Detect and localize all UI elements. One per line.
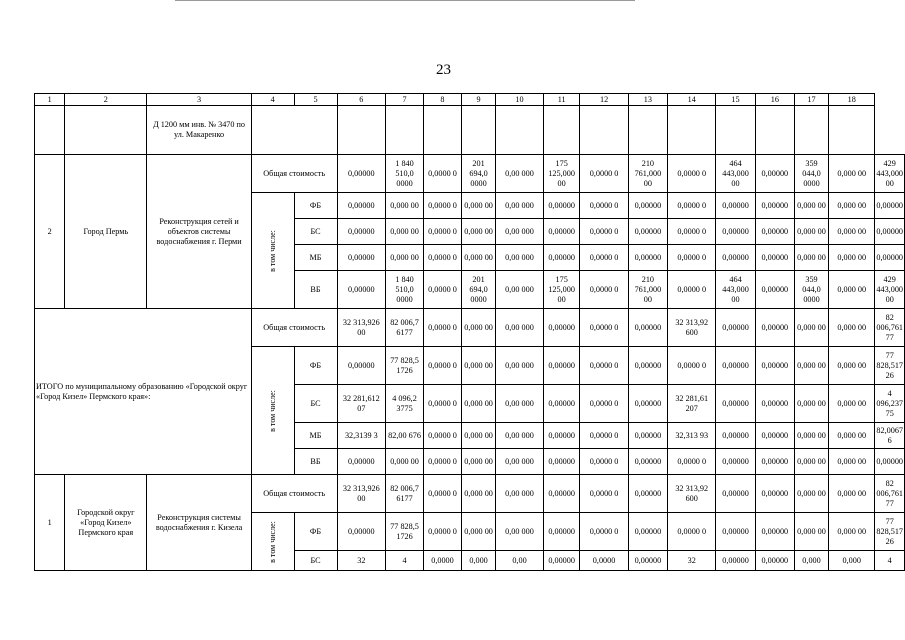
value-cell: 0,00000	[337, 193, 386, 219]
cell	[423, 106, 461, 155]
value-cell: 0,00000	[628, 475, 667, 513]
value-cell: 0,00000	[755, 385, 794, 423]
value-cell: 82 006,761 77	[875, 475, 905, 513]
value-cell: 0,000 00	[829, 347, 875, 385]
cell	[496, 106, 544, 155]
value-cell: 0,000 00	[462, 385, 496, 423]
column-number: 14	[668, 94, 716, 106]
value-cell: 0,0000 0	[580, 385, 628, 423]
cell	[337, 106, 386, 155]
data-table	[34, 93, 905, 571]
value-cell: 0,00000	[337, 245, 386, 271]
in-that-label	[251, 347, 294, 475]
value-cell: 0,000 00	[794, 309, 828, 347]
value-cell: 0,000 00	[462, 347, 496, 385]
value-cell: 210 761,000 00	[628, 155, 667, 193]
top-rule	[175, 0, 635, 1]
column-number: 4	[251, 94, 294, 106]
cell	[794, 106, 828, 155]
value-cell: 464 443,000 00	[716, 271, 755, 309]
value-cell: 0,000 00	[829, 423, 875, 449]
value-cell: 0,0000 0	[580, 271, 628, 309]
value-cell: 0,00000	[755, 347, 794, 385]
value-cell: 0,000 00	[462, 193, 496, 219]
value-cell: 0,0000 0	[668, 245, 716, 271]
in-that-label	[251, 513, 294, 571]
value-cell: 0,00000	[337, 513, 386, 551]
value-cell: 464 443,000 00	[716, 155, 755, 193]
value-cell: 0,00000	[543, 385, 580, 423]
value-cell: 0,0000 0	[423, 309, 461, 347]
column-number: 10	[496, 94, 544, 106]
column-number: 7	[386, 94, 424, 106]
value-cell: 0,0000 0	[423, 155, 461, 193]
value-cell: 0,00000	[755, 219, 794, 245]
row-label: ФБ	[294, 193, 337, 219]
value-cell: 0,00000	[755, 193, 794, 219]
row-label: МБ	[294, 423, 337, 449]
value-cell: 32 281,61 207	[668, 385, 716, 423]
value-cell: 0,00 000	[496, 385, 544, 423]
cell	[462, 106, 496, 155]
value-cell: 0,000 00	[794, 385, 828, 423]
row-label: ВБ	[294, 271, 337, 309]
value-cell: 0,0000 0	[668, 219, 716, 245]
value-cell: 429 443,000 00	[875, 155, 905, 193]
value-cell: 0,00 000	[496, 475, 544, 513]
value-cell: 0,00000	[628, 193, 667, 219]
row-number: 1	[35, 475, 65, 571]
value-cell: 0,00000	[755, 423, 794, 449]
cell	[65, 106, 147, 155]
value-cell: 0,00 000	[496, 219, 544, 245]
row-label: БС	[294, 551, 337, 571]
value-cell: 0,0000 0	[580, 423, 628, 449]
value-cell: 0,000 00	[794, 193, 828, 219]
cell	[580, 106, 628, 155]
value-cell: 4 096,237 75	[875, 385, 905, 423]
value-cell: 0,00000	[628, 551, 667, 571]
value-cell: 0,00000	[716, 475, 755, 513]
value-cell: 175 125,000 00	[543, 271, 580, 309]
value-cell: 0,0000 0	[580, 347, 628, 385]
page-number: 23	[436, 62, 451, 78]
column-number: 13	[628, 94, 667, 106]
value-cell: 0,00000	[628, 309, 667, 347]
row-label: МБ	[294, 245, 337, 271]
value-cell: 0,00000	[755, 155, 794, 193]
value-cell: 77 828,5 1726	[386, 513, 424, 551]
value-cell: 359 044,0 0000	[794, 271, 828, 309]
value-cell: 0,00000	[716, 245, 755, 271]
value-cell: 32 313,926 00	[337, 475, 386, 513]
value-cell: 0,0000 0	[423, 193, 461, 219]
value-cell: 0,00000	[543, 219, 580, 245]
value-cell: 0,00 000	[496, 271, 544, 309]
cell	[35, 106, 65, 155]
value-cell: 0,00000	[628, 385, 667, 423]
column-number: 15	[716, 94, 755, 106]
value-cell: 0,000 00	[462, 449, 496, 475]
value-cell: 0,00000	[716, 193, 755, 219]
value-cell: 32 281,612 07	[337, 385, 386, 423]
value-cell: 0,00000	[543, 193, 580, 219]
value-cell: 0,00 000	[496, 245, 544, 271]
value-cell: 0,00000	[755, 271, 794, 309]
value-cell: 0,00000	[628, 219, 667, 245]
value-cell: 0,0000	[580, 551, 628, 571]
value-cell: 0,00000	[543, 513, 580, 551]
value-cell: 0,0000	[423, 551, 461, 571]
column-number: 11	[543, 94, 580, 106]
value-cell: 0,0000 0	[580, 513, 628, 551]
row-label: Общая стоимость	[251, 155, 337, 193]
cell	[716, 106, 755, 155]
value-cell: 0,000 00	[794, 423, 828, 449]
value-cell: 0,000	[829, 551, 875, 571]
column-number: 17	[794, 94, 828, 106]
value-cell: 0,0000 0	[423, 271, 461, 309]
value-cell: 0,00 000	[496, 449, 544, 475]
value-cell: 77 828,517 26	[875, 513, 905, 551]
value-cell: 0,0000 0	[668, 271, 716, 309]
value-cell: 0,00000	[543, 245, 580, 271]
value-cell: 0,000 00	[829, 309, 875, 347]
value-cell: 82,00 676	[386, 423, 424, 449]
value-cell: 0,00000	[755, 513, 794, 551]
column-number: 6	[337, 94, 386, 106]
value-cell: 0,00000	[543, 449, 580, 475]
value-cell: 32 313,92 600	[668, 309, 716, 347]
value-cell: 77 828,517 26	[875, 347, 905, 385]
value-cell: 0,00000	[755, 449, 794, 475]
value-cell: 0,000 00	[462, 475, 496, 513]
value-cell: 0,0000 0	[668, 155, 716, 193]
value-cell: 0,00000	[716, 309, 755, 347]
cell	[628, 106, 667, 155]
municipality-name: Городской округ «Город Кизел» Пермского края	[65, 475, 147, 571]
value-cell: 0,000 00	[462, 219, 496, 245]
value-cell: 0,0000 0	[668, 513, 716, 551]
value-cell: 0,000 00	[829, 245, 875, 271]
value-cell: 32,3139 3	[337, 423, 386, 449]
value-cell: 82 006,7 6177	[386, 475, 424, 513]
row-label: Общая стоимость	[251, 475, 337, 513]
value-cell: 359 044,0 0000	[794, 155, 828, 193]
cell	[251, 106, 337, 155]
value-cell: 0,00000	[716, 423, 755, 449]
value-cell: 0,000 00	[794, 347, 828, 385]
municipality-name: Город Пермь	[65, 155, 147, 309]
value-cell: 0,00	[496, 551, 544, 571]
value-cell: 0,0000 0	[423, 475, 461, 513]
value-cell: 0,00000	[755, 245, 794, 271]
value-cell: 0,000 00	[794, 449, 828, 475]
value-cell: 0,00 000	[496, 513, 544, 551]
column-number: 3	[147, 94, 252, 106]
value-cell: 82,0067 6	[875, 423, 905, 449]
value-cell: 0,000 00	[829, 193, 875, 219]
value-cell: 0,00000	[543, 551, 580, 571]
value-cell: 32	[668, 551, 716, 571]
value-cell: 210 761,000 00	[628, 271, 667, 309]
value-cell: 0,00000	[875, 219, 905, 245]
value-cell: 175 125,000 00	[543, 155, 580, 193]
value-cell: 0,00000	[716, 385, 755, 423]
value-cell: 0,00000	[755, 309, 794, 347]
row-label: ФБ	[294, 347, 337, 385]
value-cell: 0,0000 0	[423, 219, 461, 245]
value-cell: 0,00000	[628, 245, 667, 271]
value-cell: 0,000 00	[794, 475, 828, 513]
value-cell: 0,00000	[875, 449, 905, 475]
in-that-text: в том числе:	[267, 389, 277, 432]
value-cell: 32	[337, 551, 386, 571]
value-cell: 0,0000 0	[580, 475, 628, 513]
column-number: 16	[755, 94, 794, 106]
value-cell: 0,0000 0	[668, 449, 716, 475]
value-cell: 0,000 00	[386, 193, 424, 219]
value-cell: 0,000 00	[462, 245, 496, 271]
value-cell: 0,000 00	[829, 513, 875, 551]
value-cell: 0,00000	[337, 449, 386, 475]
cell	[755, 106, 794, 155]
value-cell: 0,00000	[716, 551, 755, 571]
value-cell: 0,0000 0	[423, 513, 461, 551]
value-cell: 4	[875, 551, 905, 571]
value-cell: 0,00000	[628, 347, 667, 385]
value-cell: 77 828,5 1726	[386, 347, 424, 385]
value-cell: 0,00000	[716, 513, 755, 551]
value-cell: 0,00000	[628, 423, 667, 449]
value-cell: 0,00000	[755, 475, 794, 513]
value-cell: 0,00000	[543, 309, 580, 347]
value-cell: 0,00000	[716, 219, 755, 245]
value-cell: 0,00000	[337, 219, 386, 245]
value-cell: 201 694,0 0000	[462, 271, 496, 309]
value-cell: 0,00000	[543, 475, 580, 513]
value-cell: 0,00 000	[496, 309, 544, 347]
value-cell: 0,00 000	[496, 347, 544, 385]
value-cell: 0,000 00	[386, 449, 424, 475]
in-that-text: в том числе:	[267, 229, 277, 272]
value-cell: 32 313,92 600	[668, 475, 716, 513]
value-cell: 0,0000 0	[580, 245, 628, 271]
value-cell: 0,000 00	[462, 309, 496, 347]
cell	[543, 106, 580, 155]
value-cell: 0,00 000	[496, 155, 544, 193]
value-cell: 0,00000	[755, 551, 794, 571]
value-cell: 4 096,2 3775	[386, 385, 424, 423]
value-cell: 0,0000 0	[580, 449, 628, 475]
value-cell: 4	[386, 551, 424, 571]
cell	[386, 106, 424, 155]
value-cell: 0,000 00	[829, 219, 875, 245]
row-label: БС	[294, 385, 337, 423]
value-cell: 1 840 510,0 0000	[386, 271, 424, 309]
value-cell: 0,0000 0	[580, 219, 628, 245]
total-title: ИТОГО по муниципальному образованию «Городской округ «Город Кизел» Пермского края»:	[35, 309, 252, 475]
value-cell: 429 443,000 00	[875, 271, 905, 309]
row-label: БС	[294, 219, 337, 245]
value-cell: 0,000 00	[794, 245, 828, 271]
value-cell: 0,0000 0	[423, 449, 461, 475]
value-cell: 1 840 510,0 0000	[386, 155, 424, 193]
column-number: 8	[423, 94, 461, 106]
value-cell: 0,000 00	[462, 513, 496, 551]
value-cell: 0,00000	[716, 347, 755, 385]
value-cell: 0,0000 0	[423, 423, 461, 449]
value-cell: 82 006,761 77	[875, 309, 905, 347]
value-cell: 0,000 00	[829, 449, 875, 475]
value-cell: 0,00000	[543, 347, 580, 385]
value-cell: 0,000 00	[794, 219, 828, 245]
value-cell: 0,00000	[628, 513, 667, 551]
column-number: 5	[294, 94, 337, 106]
row-label: ВБ	[294, 449, 337, 475]
value-cell: 0,0000 0	[423, 245, 461, 271]
value-cell: 0,00 000	[496, 423, 544, 449]
column-number: 9	[462, 94, 496, 106]
value-cell: 0,000	[462, 551, 496, 571]
value-cell: 0,0000 0	[668, 193, 716, 219]
value-cell: 0,000 00	[386, 219, 424, 245]
value-cell: 0,000 00	[386, 245, 424, 271]
project-name: Реконструкция системы водоснабжения г. Кизела	[147, 475, 252, 571]
value-cell: 0,000 00	[829, 155, 875, 193]
value-cell: 0,000 00	[829, 271, 875, 309]
value-cell: 0,000 00	[829, 385, 875, 423]
value-cell: 0,000	[794, 551, 828, 571]
column-number: 12	[580, 94, 628, 106]
column-number: 2	[65, 94, 147, 106]
value-cell: 201 694,0 0000	[462, 155, 496, 193]
in-that-label	[251, 193, 294, 309]
value-cell: 0,00000	[716, 449, 755, 475]
value-cell: 0,000 00	[462, 423, 496, 449]
value-cell: 0,00000	[875, 193, 905, 219]
value-cell: 0,00000	[875, 245, 905, 271]
value-cell: 32,313 93	[668, 423, 716, 449]
row-label: ФБ	[294, 513, 337, 551]
value-cell: 82 006,7 6177	[386, 309, 424, 347]
in-that-text: в том числе:	[267, 520, 277, 563]
value-cell: 0,000 00	[794, 513, 828, 551]
column-number: 1	[35, 94, 65, 106]
cell	[668, 106, 716, 155]
value-cell: 0,00000	[337, 271, 386, 309]
value-cell: 0,00000	[543, 423, 580, 449]
value-cell: 0,0000 0	[580, 155, 628, 193]
row-label: Общая стоимость	[251, 309, 337, 347]
value-cell: 32 313,926 00	[337, 309, 386, 347]
value-cell: 0,0000 0	[423, 347, 461, 385]
project-name: Реконструкция сетей и объектов системы водоснабжения г. Перми	[147, 155, 252, 309]
value-cell: 0,00 000	[496, 193, 544, 219]
object-name: Д 1200 мм инв. № 3470 по ул. Макаренко	[147, 106, 252, 155]
value-cell: 0,00000	[337, 155, 386, 193]
row-number: 2	[35, 155, 65, 309]
value-cell: 0,0000 0	[580, 193, 628, 219]
column-number: 18	[829, 94, 875, 106]
value-cell: 0,00000	[337, 347, 386, 385]
value-cell: 0,00000	[628, 449, 667, 475]
value-cell: 0,000 00	[829, 475, 875, 513]
value-cell: 0,0000 0	[668, 347, 716, 385]
value-cell: 0,0000 0	[580, 309, 628, 347]
value-cell: 0,0000 0	[423, 385, 461, 423]
cell	[829, 106, 875, 155]
